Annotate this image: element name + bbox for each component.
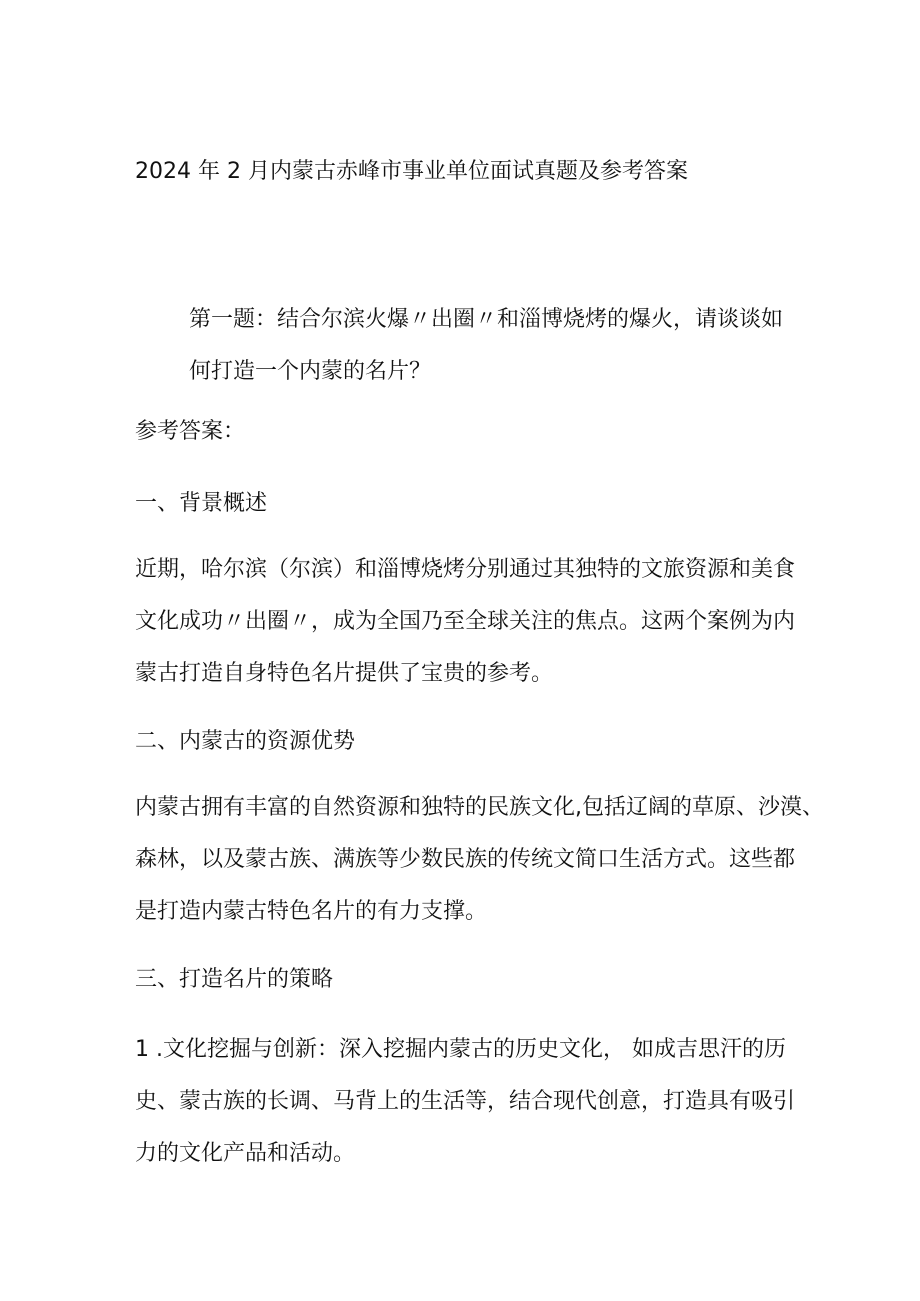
section-paragraph-resources bbox=[135, 782, 824, 938]
section-heading-background: 一、背景概述 bbox=[135, 491, 268, 516]
answer-label: 参考答案： bbox=[135, 419, 246, 444]
section-paragraph-strategy bbox=[135, 1024, 795, 1180]
section-heading-resources: 二、内蒙古的资源优势 bbox=[135, 729, 356, 754]
paragraph-line: 森林，以及蒙古族、满族等少数民族的传统文简口生活方式。这些都 bbox=[135, 847, 796, 872]
question-line: 何打造一个内蒙的名片？ bbox=[189, 359, 432, 384]
paragraph-line: 是打造内蒙古特色名片的有力支撑。 bbox=[135, 899, 488, 924]
paragraph-line: 史、蒙古族的长调、马背上的生活等，结合现代创意，打造具有吸引 bbox=[135, 1089, 796, 1114]
paragraph-line: 内蒙古拥有丰富的自然资源和独特的民族文化,包括辽阔的草原、沙漠、 bbox=[135, 795, 824, 820]
document-title: 2024 年 2 月内蒙古赤峰市事业单位面试真题及参考答案 bbox=[135, 159, 688, 184]
question-line: 第一题：结合尔滨火爆〃出圈〃和淄博烧烤的爆火，请谈谈如 bbox=[189, 307, 784, 332]
section-heading-strategy: 三、打造名片的策略 bbox=[135, 967, 334, 992]
paragraph-line: 1 .文化挖掘与创新：深入挖掘内蒙古的历史文化， 如成吉思汗的历 bbox=[135, 1037, 786, 1062]
question-block bbox=[189, 294, 789, 398]
paragraph-line: 文化成功〃出圈〃，成为全国乃至全球关注的焦点。这两个案例为内 bbox=[135, 609, 796, 634]
paragraph-line: 力的文化产品和活动。 bbox=[135, 1141, 356, 1166]
paragraph-line: 近期，哈尔滨（尔滨）和淄博烧烤分别通过其独特的文旅资源和美食 bbox=[135, 557, 796, 582]
paragraph-line: 蒙古打造自身特色名片提供了宝贵的参考。 bbox=[135, 661, 554, 686]
section-paragraph-background bbox=[135, 544, 795, 700]
